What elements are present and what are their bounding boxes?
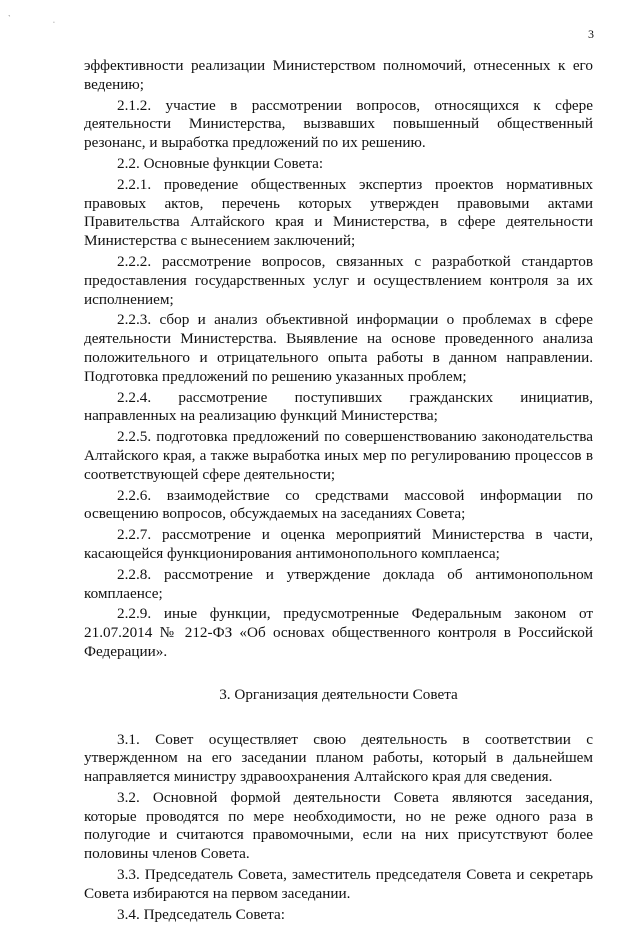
paragraph-2-2-7: 2.2.7. рассмотрение и оценка мероприятий Министерства в части, касающейся функционирования антимонопольного комплаенса;: [84, 526, 593, 562]
paragraph-2-2-4: 2.2.4. рассмотрение поступивших гражданских инициатив, направленных на реализацию функций Министерства;: [84, 388, 593, 425]
paragraph-2-2-5: 2.2.5. подготовка предложений по совершенствованию законодательства Алтайского края, а также выработка иных мер по регулированию процессов в соответствующей сфере деятельности;: [84, 428, 593, 483]
page-number: 3: [588, 27, 594, 41]
paragraph-2-2-9: 2.2.9. иные функции, предусмотренные Федеральным законом от 21.07.2014 № 212-ФЗ «Об основах общественного контроля в Российской Федерации».: [84, 605, 593, 660]
paragraph-2-1-2: 2.1.2. участие в рассмотрении вопросов, относящихся к сфере деятельности Министерства, вызвавших повышенный общественный резонанс, и выработка предложений по их решению.: [84, 96, 593, 152]
paragraph-3-3: 3.3. Председатель Совета, заместитель председателя Совета и секретарь Совета избираются на первом заседании.: [84, 866, 593, 902]
paragraph-3-2: 3.2. Основной формой деятельности Совета являются заседания, которые проводятся по мере необходимости, но не реже одного раза в полугодие и считаются правомочными, если на них присутствуют более половины членов Совета.: [84, 788, 593, 863]
paragraph-2-2-1: 2.2.1. проведение общественных экспертиз проектов нормативных правовых актов, перечень которых утвержден правовыми актами Правительства Алтайского края и Министерства, в сфере деятельности Министерства с вынесением заключений;: [84, 175, 593, 250]
paragraph-continuation: эффективности реализации Министерством полномочий, отнесенных к его ведению;: [84, 57, 593, 93]
scan-specks: ` ˌ: [8, 14, 76, 23]
paragraph-3-1: 3.1. Совет осуществляет свою деятельность в соответствии с утвержденном на его заседании планом работы, который в дальнейшем направляется министру здравоохранения Алтайского края для сведения.: [84, 730, 593, 786]
paragraph-2-2: 2.2. Основные функции Совета:: [117, 154, 324, 172]
section-heading: 3. Организация деятельности Совета: [219, 685, 458, 703]
paragraph-3-4: 3.4. Председатель Совета:: [117, 905, 285, 923]
paragraph-2-2-6: 2.2.6. взаимодействие со средствами массовой информации по освещению вопросов, обсуждаемых на заседаниях Совета;: [84, 486, 593, 523]
paragraph-2-2-2: 2.2.2. рассмотрение вопросов, связанных с разработкой стандартов предоставления государственных услуг и осуществлением контроля за их исполнением;: [84, 252, 593, 308]
paragraph-2-2-3: 2.2.3. сбор и анализ объективной информации о проблемах в сфере деятельности Министерства. Выявление на основе проведенного анализа положительного и отрицательного опыта работы в данном направлении. Подготовка предложений по решению указанных проблем;: [84, 311, 593, 385]
paragraph-2-2-8: 2.2.8. рассмотрение и утверждение доклада об антимонопольном комплаенсе;: [84, 565, 593, 602]
document-body: [84, 57, 593, 926]
